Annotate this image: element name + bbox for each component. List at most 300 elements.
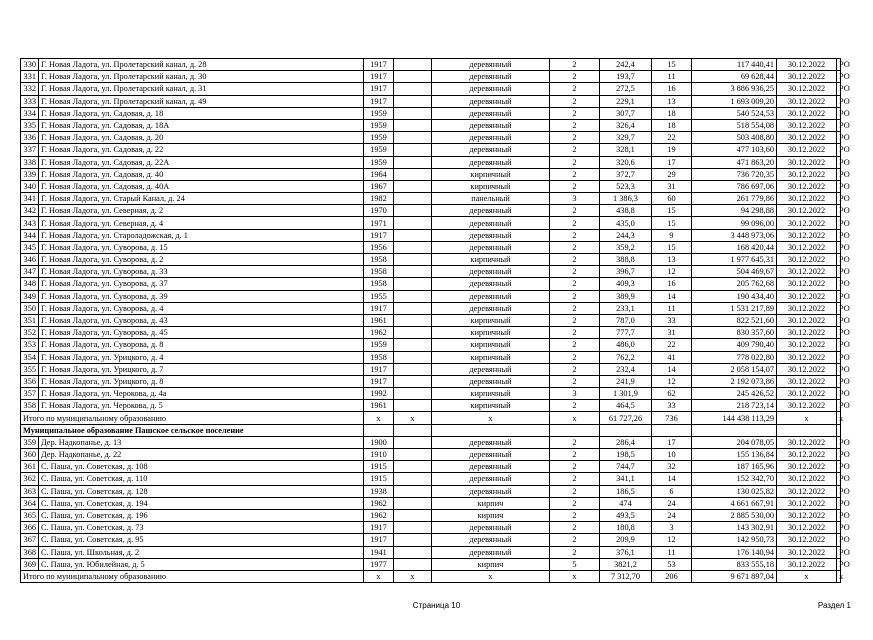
op-cell: РО <box>837 400 841 412</box>
cost-cell: 245 426,52 <box>692 388 777 400</box>
cost-cell: 736 720,35 <box>692 168 777 180</box>
date-cell: 30.12.2022 <box>777 217 837 229</box>
op-cell: РО <box>837 449 841 461</box>
col3-cell <box>394 339 432 351</box>
area-cell: 376,1 <box>600 546 652 558</box>
op-cell: РО <box>837 461 841 473</box>
col3-cell <box>394 534 432 546</box>
empty-cell <box>652 424 692 436</box>
op-cell: РО <box>837 339 841 351</box>
fl-cell: 2 <box>550 132 600 144</box>
address-cell: С. Паша, ул. Советская, д. 110 <box>39 473 364 485</box>
address-cell: Г. Новая Ладога, ул. Садовая, д. 20 <box>39 132 364 144</box>
op-cell: РО <box>837 290 841 302</box>
date-cell: 30.12.2022 <box>777 156 837 168</box>
fl-cell: 5 <box>550 558 600 570</box>
address-cell: Г. Новая Ладога, ул. Северная, д. 4 <box>39 217 364 229</box>
year-cell: 1982 <box>364 193 394 205</box>
cost-cell: 2 885 530,00 <box>692 509 777 521</box>
area-cell: 193,7 <box>600 71 652 83</box>
table-row <box>21 59 841 71</box>
cost-cell: 152 342,70 <box>692 473 777 485</box>
table-row <box>21 363 841 375</box>
total-area-cell: 7 312,70 <box>600 570 652 582</box>
table-row <box>21 71 841 83</box>
col3-cell <box>394 546 432 558</box>
mat-cell: кирпичный <box>432 339 550 351</box>
cost-cell: 1 693 009,20 <box>692 95 777 107</box>
fl-cell: 2 <box>550 290 600 302</box>
address-cell: С. Паша, ул. Советская, д. 194 <box>39 497 364 509</box>
row-number: 344 <box>21 229 39 241</box>
date-cell: 30.12.2022 <box>777 473 837 485</box>
mat-cell: деревянный <box>432 375 550 387</box>
col3-cell <box>394 168 432 180</box>
area-cell: 242,4 <box>600 59 652 71</box>
op-cell: РО <box>837 217 841 229</box>
res-cell: 3 <box>652 522 692 534</box>
mat-cell: кирпич <box>432 558 550 570</box>
cost-cell: 2 192 073,86 <box>692 375 777 387</box>
mat-cell: деревянный <box>432 278 550 290</box>
date-cell: 30.12.2022 <box>777 461 837 473</box>
row-number: 346 <box>21 254 39 266</box>
area-cell: 744,7 <box>600 461 652 473</box>
fl-cell: 2 <box>550 156 600 168</box>
year-cell: 1917 <box>364 83 394 95</box>
table-row <box>21 95 841 107</box>
area-cell: 326,4 <box>600 119 652 131</box>
col3-cell <box>394 388 432 400</box>
fl-cell: 2 <box>550 83 600 95</box>
empty-cell <box>837 424 841 436</box>
fl-cell: 2 <box>550 400 600 412</box>
date-cell: 30.12.2022 <box>777 558 837 570</box>
res-cell: 12 <box>652 534 692 546</box>
col3-cell <box>394 107 432 119</box>
op-cell: РО <box>837 522 841 534</box>
table-row <box>21 558 841 570</box>
row-number: 358 <box>21 400 39 412</box>
year-cell: 1962 <box>364 327 394 339</box>
area-cell: 388,8 <box>600 254 652 266</box>
total-op-cell: х <box>837 412 841 424</box>
op-cell: РО <box>837 156 841 168</box>
row-number: 360 <box>21 449 39 461</box>
empty-cell <box>777 424 837 436</box>
mat-cell: кирпич <box>432 497 550 509</box>
total-row <box>21 412 841 424</box>
area-cell: 241,9 <box>600 375 652 387</box>
date-cell: 30.12.2022 <box>777 144 837 156</box>
table-row <box>21 266 841 278</box>
area-cell: 329,7 <box>600 132 652 144</box>
year-cell: 1958 <box>364 351 394 363</box>
table-row <box>21 205 841 217</box>
row-number: 353 <box>21 339 39 351</box>
fl-cell: 2 <box>550 266 600 278</box>
table-row <box>21 241 841 253</box>
address-cell: Г. Новая Ладога, ул. Урицкого, д. 8 <box>39 375 364 387</box>
date-cell: 30.12.2022 <box>777 400 837 412</box>
cost-cell: 3 886 936,25 <box>692 83 777 95</box>
fl-cell: 2 <box>550 485 600 497</box>
total-date-cell: х <box>777 570 837 582</box>
address-cell: С. Паша, ул. Советская, д. 73 <box>39 522 364 534</box>
table-row <box>21 193 841 205</box>
total-year-cell: х <box>364 570 394 582</box>
row-number: 357 <box>21 388 39 400</box>
res-cell: 22 <box>652 339 692 351</box>
address-cell: Г. Новая Ладога, ул. Садовая, д. 18А <box>39 119 364 131</box>
table-row <box>21 461 841 473</box>
date-cell: 30.12.2022 <box>777 205 837 217</box>
op-cell: РО <box>837 254 841 266</box>
col3-cell <box>394 95 432 107</box>
year-cell: 1967 <box>364 180 394 192</box>
col3-cell <box>394 436 432 448</box>
op-cell: РО <box>837 314 841 326</box>
op-cell: РО <box>837 266 841 278</box>
row-number: 347 <box>21 266 39 278</box>
year-cell: 1962 <box>364 509 394 521</box>
mat-cell: деревянный <box>432 485 550 497</box>
cost-cell: 176 140,94 <box>692 546 777 558</box>
housing-register-table <box>20 58 850 583</box>
area-cell: 328,1 <box>600 144 652 156</box>
address-cell: Г. Новая Ладога, ул. Садовая, д. 40 <box>39 168 364 180</box>
res-cell: 17 <box>652 156 692 168</box>
res-cell: 53 <box>652 558 692 570</box>
year-cell: 1962 <box>364 497 394 509</box>
address-cell: Г. Новая Ладога, ул. Садовая, д. 18 <box>39 107 364 119</box>
col3-cell <box>394 473 432 485</box>
total-res-cell: 206 <box>652 570 692 582</box>
year-cell: 1915 <box>364 461 394 473</box>
area-cell: 233,1 <box>600 302 652 314</box>
section-title: Муниципальное образование Пашское сельское поселение <box>21 424 364 436</box>
cost-cell: 94 298,88 <box>692 205 777 217</box>
date-cell: 30.12.2022 <box>777 375 837 387</box>
area-cell: 464,5 <box>600 400 652 412</box>
table-row <box>21 107 841 119</box>
table-row <box>21 168 841 180</box>
address-cell: Г. Новая Ладога, ул. Суворова, д. 33 <box>39 266 364 278</box>
table-row <box>21 400 841 412</box>
col3-cell <box>394 461 432 473</box>
fl-cell: 2 <box>550 278 600 290</box>
area-cell: 438,8 <box>600 205 652 217</box>
total-date-cell: х <box>777 412 837 424</box>
row-number: 351 <box>21 314 39 326</box>
mat-cell: деревянный <box>432 144 550 156</box>
cost-cell: 261 779,86 <box>692 193 777 205</box>
row-number: 333 <box>21 95 39 107</box>
fl-cell: 2 <box>550 180 600 192</box>
res-cell: 13 <box>652 95 692 107</box>
res-cell: 14 <box>652 290 692 302</box>
op-cell: РО <box>837 83 841 95</box>
date-cell: 30.12.2022 <box>777 522 837 534</box>
address-cell: Г. Новая Ладога, ул. Садовая, д. 22А <box>39 156 364 168</box>
cost-cell: 69 628,44 <box>692 71 777 83</box>
fl-cell: 2 <box>550 205 600 217</box>
table-row <box>21 302 841 314</box>
address-cell: С. Паша, ул. Советская, д. 95 <box>39 534 364 546</box>
cost-cell: 205 762,68 <box>692 278 777 290</box>
row-number: 364 <box>21 497 39 509</box>
op-cell: РО <box>837 558 841 570</box>
address-cell: Г. Новая Ладога, ул. Суворова, д. 43 <box>39 314 364 326</box>
date-cell: 30.12.2022 <box>777 107 837 119</box>
year-cell: 1917 <box>364 71 394 83</box>
area-cell: 396,7 <box>600 266 652 278</box>
mat-cell: кирпичный <box>432 168 550 180</box>
res-cell: 29 <box>652 168 692 180</box>
total-cost-cell: 9 671 897,04 <box>692 570 777 582</box>
address-cell: С. Паша, ул. Советская, д. 128 <box>39 485 364 497</box>
year-cell: 1956 <box>364 241 394 253</box>
date-cell: 30.12.2022 <box>777 485 837 497</box>
cost-cell: 778 022,80 <box>692 351 777 363</box>
col3-cell <box>394 205 432 217</box>
row-number: 341 <box>21 193 39 205</box>
area-cell: 435,0 <box>600 217 652 229</box>
table-row <box>21 546 841 558</box>
mat-cell: деревянный <box>432 363 550 375</box>
year-cell: 1910 <box>364 449 394 461</box>
col3-cell <box>394 327 432 339</box>
table-row <box>21 485 841 497</box>
row-number: 340 <box>21 180 39 192</box>
table-row <box>21 119 841 131</box>
col3-cell <box>394 375 432 387</box>
total-fl-cell: х <box>550 412 600 424</box>
mat-cell: деревянный <box>432 95 550 107</box>
mat-cell: деревянный <box>432 461 550 473</box>
date-cell: 30.12.2022 <box>777 449 837 461</box>
fl-cell: 2 <box>550 363 600 375</box>
cost-cell: 142 950,73 <box>692 534 777 546</box>
op-cell: РО <box>837 59 841 71</box>
res-cell: 22 <box>652 132 692 144</box>
cost-cell: 503 408,80 <box>692 132 777 144</box>
col3-cell <box>394 522 432 534</box>
area-cell: 359,2 <box>600 241 652 253</box>
table-row <box>21 534 841 546</box>
empty-cell <box>550 424 600 436</box>
fl-cell: 2 <box>550 534 600 546</box>
op-cell: РО <box>837 168 841 180</box>
fl-cell: 2 <box>550 107 600 119</box>
address-cell: Г. Новая Ладога, ул. Пролетарский канал, д. 31 <box>39 83 364 95</box>
cost-cell: 409 790,40 <box>692 339 777 351</box>
table-row <box>21 314 841 326</box>
fl-cell: 2 <box>550 473 600 485</box>
year-cell: 1958 <box>364 254 394 266</box>
area-cell: 244,3 <box>600 229 652 241</box>
address-cell: Г. Новая Ладога, ул. Суворова, д. 4 <box>39 302 364 314</box>
date-cell: 30.12.2022 <box>777 339 837 351</box>
op-cell: РО <box>837 205 841 217</box>
mat-cell: кирпичный <box>432 254 550 266</box>
date-cell: 30.12.2022 <box>777 132 837 144</box>
cost-cell: 504 469,67 <box>692 266 777 278</box>
table-row <box>21 180 841 192</box>
mat-cell: деревянный <box>432 107 550 119</box>
op-cell: РО <box>837 144 841 156</box>
cost-cell: 2 058 154,07 <box>692 363 777 375</box>
row-number: 350 <box>21 302 39 314</box>
year-cell: 1917 <box>364 522 394 534</box>
mat-cell: деревянный <box>432 217 550 229</box>
res-cell: 18 <box>652 107 692 119</box>
mat-cell: деревянный <box>432 436 550 448</box>
fl-cell: 2 <box>550 327 600 339</box>
area-cell: 523,3 <box>600 180 652 192</box>
total-mat-cell: х <box>432 412 550 424</box>
empty-cell <box>692 424 777 436</box>
mat-cell: кирпичный <box>432 327 550 339</box>
total-col3-cell: х <box>394 412 432 424</box>
table-row <box>21 132 841 144</box>
table-row <box>21 278 841 290</box>
year-cell: 1992 <box>364 388 394 400</box>
res-cell: 15 <box>652 205 692 217</box>
op-cell: РО <box>837 546 841 558</box>
year-cell: 1958 <box>364 278 394 290</box>
col3-cell <box>394 193 432 205</box>
res-cell: 10 <box>652 449 692 461</box>
res-cell: 9 <box>652 229 692 241</box>
fl-cell: 2 <box>550 351 600 363</box>
col3-cell <box>394 132 432 144</box>
op-cell: РО <box>837 302 841 314</box>
fl-cell: 3 <box>550 193 600 205</box>
row-number: 359 <box>21 436 39 448</box>
fl-cell: 2 <box>550 229 600 241</box>
mat-cell: деревянный <box>432 266 550 278</box>
op-cell: РО <box>837 534 841 546</box>
date-cell: 30.12.2022 <box>777 497 837 509</box>
address-cell: С. Паша, ул. Юбилейная, д. 5 <box>39 558 364 570</box>
row-number: 368 <box>21 546 39 558</box>
op-cell: РО <box>837 193 841 205</box>
table-row <box>21 339 841 351</box>
row-number: 348 <box>21 278 39 290</box>
address-cell: Г. Новая Ладога, ул. Суворова, д. 2 <box>39 254 364 266</box>
res-cell: 33 <box>652 400 692 412</box>
res-cell: 15 <box>652 241 692 253</box>
res-cell: 16 <box>652 278 692 290</box>
date-cell: 30.12.2022 <box>777 436 837 448</box>
col3-cell <box>394 302 432 314</box>
area-cell: 320,6 <box>600 156 652 168</box>
op-cell: РО <box>837 375 841 387</box>
col3-cell <box>394 217 432 229</box>
year-cell: 1938 <box>364 485 394 497</box>
cost-cell: 143 302,91 <box>692 522 777 534</box>
op-cell: РО <box>837 71 841 83</box>
op-cell: РО <box>837 497 841 509</box>
address-cell: С. Паша, ул. Советская, д. 196 <box>39 509 364 521</box>
col3-cell <box>394 485 432 497</box>
col3-cell <box>394 254 432 266</box>
table-row <box>21 254 841 266</box>
mat-cell: деревянный <box>432 522 550 534</box>
cost-cell: 218 723,14 <box>692 400 777 412</box>
cost-cell: 1 977 645,31 <box>692 254 777 266</box>
res-cell: 14 <box>652 473 692 485</box>
date-cell: 30.12.2022 <box>777 229 837 241</box>
op-cell: РО <box>837 180 841 192</box>
op-cell: РО <box>837 473 841 485</box>
fl-cell: 2 <box>550 546 600 558</box>
page-number: Страница 10 <box>412 601 461 610</box>
fl-cell: 2 <box>550 314 600 326</box>
op-cell: РО <box>837 95 841 107</box>
fl-cell: 2 <box>550 168 600 180</box>
fl-cell: 2 <box>550 144 600 156</box>
date-cell: 30.12.2022 <box>777 290 837 302</box>
op-cell: РО <box>837 351 841 363</box>
cost-cell: 833 555,18 <box>692 558 777 570</box>
address-cell: Г. Новая Ладога, ул. Урицкого, д. 4 <box>39 351 364 363</box>
op-cell: РО <box>837 436 841 448</box>
address-cell: Г. Новая Ладога, ул. Черокова, д. 4а <box>39 388 364 400</box>
address-cell: Дер. Надкопанье, д. 22 <box>39 449 364 461</box>
area-cell: 493,5 <box>600 509 652 521</box>
area-cell: 272,5 <box>600 83 652 95</box>
op-cell: РО <box>837 107 841 119</box>
res-cell: 32 <box>652 461 692 473</box>
res-cell: 41 <box>652 351 692 363</box>
year-cell: 1941 <box>364 546 394 558</box>
total-fl-cell: х <box>550 570 600 582</box>
area-cell: 229,1 <box>600 95 652 107</box>
total-row <box>21 570 841 582</box>
col3-cell <box>394 156 432 168</box>
date-cell: 30.12.2022 <box>777 266 837 278</box>
op-cell: РО <box>837 485 841 497</box>
col3-cell <box>394 314 432 326</box>
col3-cell <box>394 290 432 302</box>
row-number: 354 <box>21 351 39 363</box>
year-cell: 1959 <box>364 119 394 131</box>
row-number: 367 <box>21 534 39 546</box>
table-row <box>21 156 841 168</box>
year-cell: 1959 <box>364 144 394 156</box>
year-cell: 1900 <box>364 436 394 448</box>
col3-cell <box>394 449 432 461</box>
year-cell: 1917 <box>364 363 394 375</box>
res-cell: 24 <box>652 509 692 521</box>
mat-cell: деревянный <box>432 119 550 131</box>
fl-cell: 2 <box>550 59 600 71</box>
table-row <box>21 497 841 509</box>
total-year-cell: х <box>364 412 394 424</box>
res-cell: 12 <box>652 266 692 278</box>
table-row <box>21 522 841 534</box>
total-label: Итого по муниципальному образованию <box>21 570 364 582</box>
res-cell: 31 <box>652 327 692 339</box>
res-cell: 11 <box>652 302 692 314</box>
mat-cell: деревянный <box>432 534 550 546</box>
res-cell: 62 <box>652 388 692 400</box>
cost-cell: 168 420,44 <box>692 241 777 253</box>
row-number: 331 <box>21 71 39 83</box>
row-number: 332 <box>21 83 39 95</box>
